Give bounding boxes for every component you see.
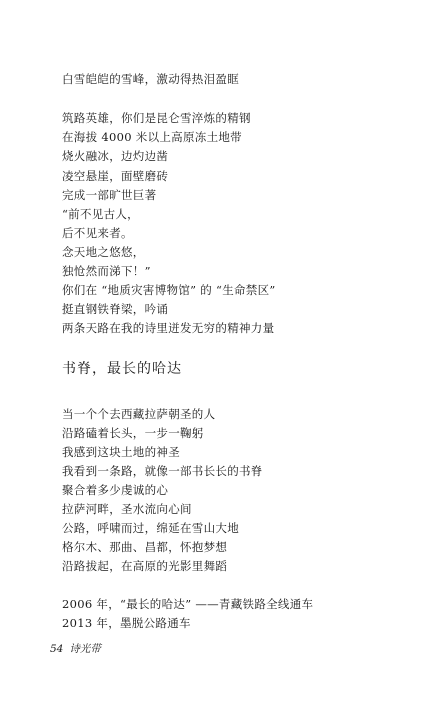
note-line: 2006 年，“最长的哈达” ——青藏铁路全线通车 (62, 597, 314, 611)
book-title: 诗光带 (69, 643, 101, 655)
poem-line: 当一个个去西藏拉萨朝圣的人 (62, 407, 216, 421)
poem-line: 我感到这块土地的神圣 (62, 445, 180, 459)
page-number: 54 (50, 643, 64, 655)
poem-line: 拉萨河畔，圣水流向心间 (62, 502, 192, 516)
poem-line: 凌空悬崖，面壁磨砖 (62, 169, 169, 183)
poem-line: 聚合着多少虔诚的心 (62, 483, 169, 497)
poem-line: 沿路拔起，在高原的光影里舞蹈 (62, 559, 228, 573)
poem-line: 两条天路在我的诗里迸发无穷的精神力量 (62, 321, 275, 335)
poem-line: 你们在 “地质灾害博物馆” 的 “生命禁区” (62, 283, 276, 297)
poem-line: 公路，呼啸而过，绵延在雪山大地 (62, 521, 239, 535)
poem-line: 格尔木、那曲、昌都，怀抱梦想 (62, 540, 228, 554)
poem-line: 在海拔 4000 米以上高原冻土地带 (62, 130, 242, 144)
poem-line: 烧火融冰，边灼边凿 (62, 149, 169, 163)
poem-line: 筑路英雄，你们是昆仑雪淬炼的精钢 (62, 111, 251, 125)
poem-line: 完成一部旷世巨著 (62, 188, 157, 202)
page-footer (50, 641, 101, 656)
note-line: 2013 年，墨脱公路通车 (62, 616, 191, 630)
poem-line: 独怆然而涕下！” (62, 264, 151, 278)
section-heading: 书脊，最长的哈达 (62, 361, 182, 377)
poem-line: “前不见古人， (62, 207, 139, 221)
poem-line: 念天地之悠悠， (62, 245, 145, 259)
poem-line: 我看到一条路，就像一部书长长的书脊 (62, 464, 263, 478)
poem-line: 沿路磕着长头，一步一鞠躬 (62, 426, 204, 440)
poem-line: 挺直钢铁脊梁，吟诵 (62, 302, 169, 316)
poem-line: 后不见来者。 (62, 226, 133, 240)
intro-line: 白雪皑皑的雪峰，激动得热泪盈眶 (62, 72, 239, 86)
